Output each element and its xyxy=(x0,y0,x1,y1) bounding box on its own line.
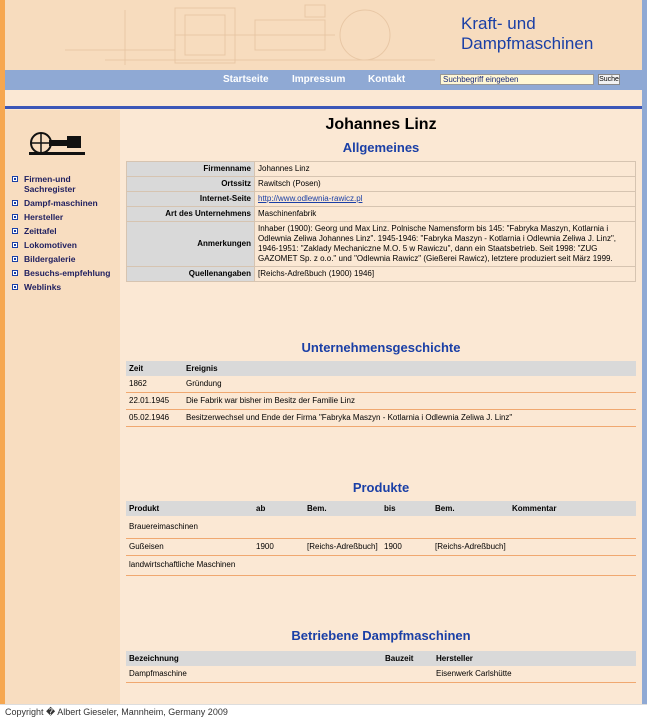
table-cell: Die Fabrik war bisher im Besitz der Familie Linz xyxy=(183,393,636,410)
sidebar-item-label: Zeittafel xyxy=(24,226,57,236)
info-value: Johannes Linz xyxy=(255,162,636,177)
table-header-row xyxy=(126,361,636,376)
column-header: Bem. xyxy=(432,501,509,516)
table-row xyxy=(126,393,636,410)
table-cell xyxy=(382,666,433,683)
search-button[interactable]: Suche xyxy=(599,76,619,83)
info-value-link-cell xyxy=(255,192,636,207)
table-cell: Besitzerwechsel und Ende der Firma "Fabryka Maszyn - Kotlarnia i Odlewnia Zeliwa J. Linz" xyxy=(183,410,636,427)
table-row xyxy=(127,162,636,177)
page-title: Johannes Linz xyxy=(325,116,437,133)
table-cell: Eisenwerk Carlshütte xyxy=(433,666,636,683)
footer xyxy=(0,704,647,720)
sidebar-item-firmenregister[interactable] xyxy=(12,174,112,194)
column-header: Hersteller xyxy=(433,651,636,666)
table-row xyxy=(126,516,636,538)
site-title-line1: Kraft- und xyxy=(461,14,536,33)
table-row xyxy=(127,177,636,192)
sidebar-item-bildergalerie[interactable] xyxy=(12,254,112,264)
section-heading-dampfmaschinen: Betriebene Dampfmaschinen xyxy=(291,628,471,643)
table-cell: [Reichs-Adreßbuch] xyxy=(432,538,509,555)
column-header: Ereignis xyxy=(183,361,636,376)
nav-startseite[interactable]: Startseite xyxy=(223,74,269,85)
bullet-icon xyxy=(12,242,18,248)
site-title[interactable] xyxy=(461,14,593,54)
column-header: bis xyxy=(381,501,432,516)
table-cell xyxy=(509,555,636,575)
bullet-icon xyxy=(12,176,18,182)
top-navbar xyxy=(5,70,642,90)
table-row xyxy=(126,538,636,555)
table-cell xyxy=(304,516,381,538)
info-key: Anmerkungen xyxy=(127,222,255,267)
column-header: Zeit xyxy=(126,361,183,376)
table-row xyxy=(126,666,636,683)
info-key: Internet-Seite xyxy=(127,192,255,207)
table-row xyxy=(126,410,636,427)
table-row xyxy=(126,376,636,393)
table-cell xyxy=(253,516,304,538)
bullet-icon xyxy=(12,228,18,234)
sidebar-item-dampfmaschinen[interactable] xyxy=(12,198,112,208)
column-header: Bezeichnung xyxy=(126,651,382,666)
sidebar-item-lokomotiven[interactable] xyxy=(12,240,112,250)
sidebar-item-zeittafel[interactable] xyxy=(12,226,112,236)
sidebar-item-weblinks[interactable] xyxy=(12,282,112,292)
table-row xyxy=(127,192,636,207)
table-cell: Dampfmaschine xyxy=(126,666,382,683)
table-cell: Gründung xyxy=(183,376,636,393)
table-cell xyxy=(432,516,509,538)
table-cell xyxy=(381,555,432,575)
column-header: ab xyxy=(253,501,304,516)
column-header: Bauzeit xyxy=(382,651,433,666)
table-cell xyxy=(381,516,432,538)
table-cell: 1900 xyxy=(381,538,432,555)
general-info-table xyxy=(126,161,636,282)
sidebar-item-label: Dampf-maschinen xyxy=(24,198,98,208)
sidebar-item-label: Lokomotiven xyxy=(24,240,77,250)
header-divider xyxy=(5,106,642,109)
search-input[interactable]: Suchbegriff eingeben xyxy=(440,74,594,85)
info-value: [Reichs-Adreßbuch (1900) 1946] xyxy=(255,267,636,282)
bullet-icon xyxy=(12,200,18,206)
bullet-icon xyxy=(12,284,18,290)
table-header-row xyxy=(126,501,636,516)
sidebar xyxy=(5,110,120,704)
table-row xyxy=(127,267,636,282)
sidebar-item-label: Hersteller xyxy=(24,212,64,222)
table-cell: [Reichs-Adreßbuch] xyxy=(304,538,381,555)
nav-kontakt[interactable]: Kontakt xyxy=(368,74,406,85)
section-heading-geschichte: Unternehmensgeschichte xyxy=(301,340,461,355)
header-banner xyxy=(5,0,642,70)
sidebar-item-label: Weblinks xyxy=(24,282,62,292)
info-value: Rawitsch (Posen) xyxy=(255,177,636,192)
table-cell xyxy=(432,555,509,575)
table-cell xyxy=(509,516,636,538)
table-cell: 22.01.1945 xyxy=(126,393,183,410)
sidebar-item-besuchsempfehlung[interactable] xyxy=(12,268,112,278)
bullet-icon xyxy=(12,270,18,276)
column-header: Bem. xyxy=(304,501,381,516)
sidebar-item-label: Besuchs-empfehlung xyxy=(24,268,111,278)
nav-impressum[interactable]: Impressum xyxy=(292,74,346,85)
copyright-text: Copyright � Albert Gieseler, Mannheim, Germany 2009 xyxy=(5,707,228,717)
bullet-icon xyxy=(12,214,18,220)
table-cell: landwirtschaftliche Maschinen xyxy=(126,555,381,575)
table-cell: 1862 xyxy=(126,376,183,393)
website-link[interactable]: http://www.odlewnia-rawicz.pl xyxy=(258,194,363,203)
info-value: Inhaber (1900): Georg und Max Linz. Polnische Namensform bis 145: "Fabryka Maszyn, Kotlarnia i Odlewnia Zeliwa Johannes Linz". 1945-1946: "Fabryka Maszyn - Kotlarnia i Odlewnia Zeliwa J. Linz", 1946-1951: "Zaklady Mechaniczne M.O. 5 w Rawiczu", dann ein Staatsbetrieb. Seit 1998: "ZUG GAZOMET Sp. z o.o." und "Odlewnia Rawicz" (Gießerei Rawicz), letztere produziert seit März 1999. xyxy=(255,222,636,267)
engines-table xyxy=(126,651,636,683)
section-heading-produkte: Produkte xyxy=(352,480,410,495)
sidebar-item-hersteller[interactable] xyxy=(12,212,112,222)
table-cell: 05.02.1946 xyxy=(126,410,183,427)
table-cell: 1900 xyxy=(253,538,304,555)
info-key: Art des Unternehmens xyxy=(127,207,255,222)
table-row xyxy=(127,222,636,267)
section-heading-allgemeines: Allgemeines xyxy=(342,140,420,155)
info-key: Firmenname xyxy=(127,162,255,177)
column-header: Kommentar xyxy=(509,501,636,516)
history-table xyxy=(126,361,636,427)
table-row xyxy=(127,207,636,222)
table-cell: Brauereimaschinen xyxy=(126,516,253,538)
info-key: Ortssitz xyxy=(127,177,255,192)
column-header: Produkt xyxy=(126,501,253,516)
sidebar-item-label: Firmen-und Sachregister xyxy=(24,174,76,194)
table-header-row xyxy=(126,651,636,666)
right-stripe xyxy=(642,0,647,704)
sidebar-item-label: Bildergalerie xyxy=(24,254,76,264)
sidebar-nav xyxy=(12,174,112,296)
bullet-icon xyxy=(12,256,18,262)
info-value: Maschinenfabrik xyxy=(255,207,636,222)
info-key: Quellenangaben xyxy=(127,267,255,282)
table-cell xyxy=(509,538,636,555)
products-table xyxy=(126,501,636,576)
steam-engine-logo-icon[interactable] xyxy=(29,130,85,156)
table-cell: Gußeisen xyxy=(126,538,253,555)
site-title-line2: Dampfmaschinen xyxy=(461,34,594,53)
table-row xyxy=(126,555,636,575)
